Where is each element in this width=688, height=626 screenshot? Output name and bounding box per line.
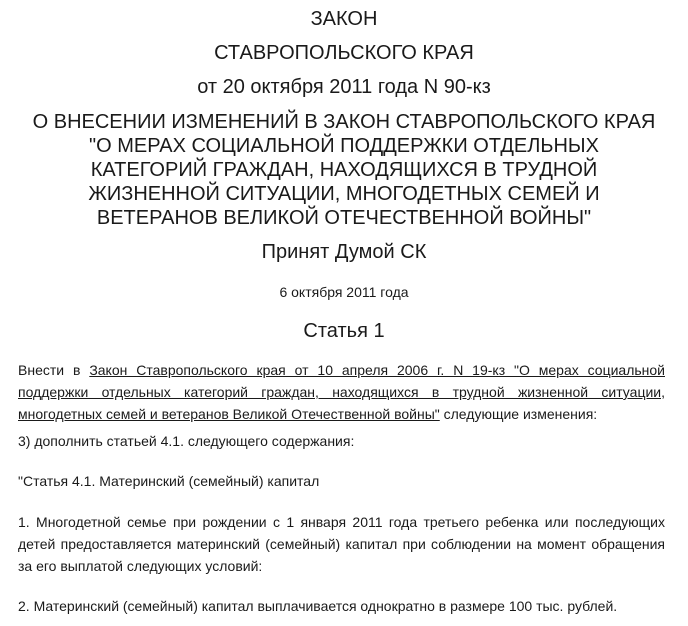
law-title-line: "О МЕРАХ СОЦИАЛЬНОЙ ПОДДЕРЖКИ ОТДЕЛЬНЫХ bbox=[89, 135, 599, 157]
point-2-paragraph: 2. Материнский (семейный) капитал выплачивается однократно в размере 100 тыс. рублей. bbox=[18, 598, 618, 614]
item-3-paragraph: 3) дополнить статьей 4.1. следующего содержания: bbox=[18, 433, 355, 449]
intro-text-after-link: следующие изменения: bbox=[439, 406, 598, 422]
intro-text-before-link: Внести в bbox=[18, 362, 90, 378]
referenced-law-link[interactable]: Закон Ставропольского края от 10 апреля 2006 г. N 19-кз "О мерах социальной поддержки отдельных категорий граждан, находящихся в трудной жизненной ситуации, многодетных семей и ветеранов Великой Отечественной войны" bbox=[18, 362, 665, 422]
law-title-line: КАТЕГОРИЙ ГРАЖДАН, НАХОДЯЩИХСЯ В ТРУДНОЙ bbox=[90, 159, 598, 181]
adopted-date: 6 октября 2011 года bbox=[279, 284, 409, 300]
quoted-article-heading: "Статья 4.1. Материнский (семейный) капитал bbox=[18, 473, 320, 489]
point-1-paragraph: 1. Многодетной семье при рождении с 1 января 2011 года третьего ребенка или последующих детей предоставляется материнский (семейный) капитал при соблюдении на момент обращения за его выплатой следующих условий: bbox=[18, 514, 665, 574]
law-title bbox=[0, 110, 688, 230]
law-title-line: ЖИЗНЕННОЙ СИТУАЦИИ, МНОГОДЕТНЫХ СЕМЕЙ И bbox=[88, 183, 600, 205]
article-heading: Статья 1 bbox=[303, 320, 385, 342]
law-heading: ЗАКОН bbox=[310, 8, 378, 30]
law-date-number: от 20 октября 2011 года N 90-кз bbox=[197, 76, 491, 98]
law-title-line: О ВНЕСЕНИИ ИЗМЕНЕНИЙ В ЗАКОН СТАВРОПОЛЬСКОГО КРАЯ bbox=[32, 111, 656, 133]
law-title-line: ВЕТЕРАНОВ ВЕЛИКОЙ ОТЕЧЕСТВЕННОЙ ВОЙНЫ" bbox=[96, 207, 592, 229]
adopted-by: Принят Думой СК bbox=[261, 241, 427, 263]
region-heading: СТАВРОПОЛЬСКОГО КРАЯ bbox=[214, 42, 474, 64]
article-intro-paragraph bbox=[18, 359, 665, 425]
